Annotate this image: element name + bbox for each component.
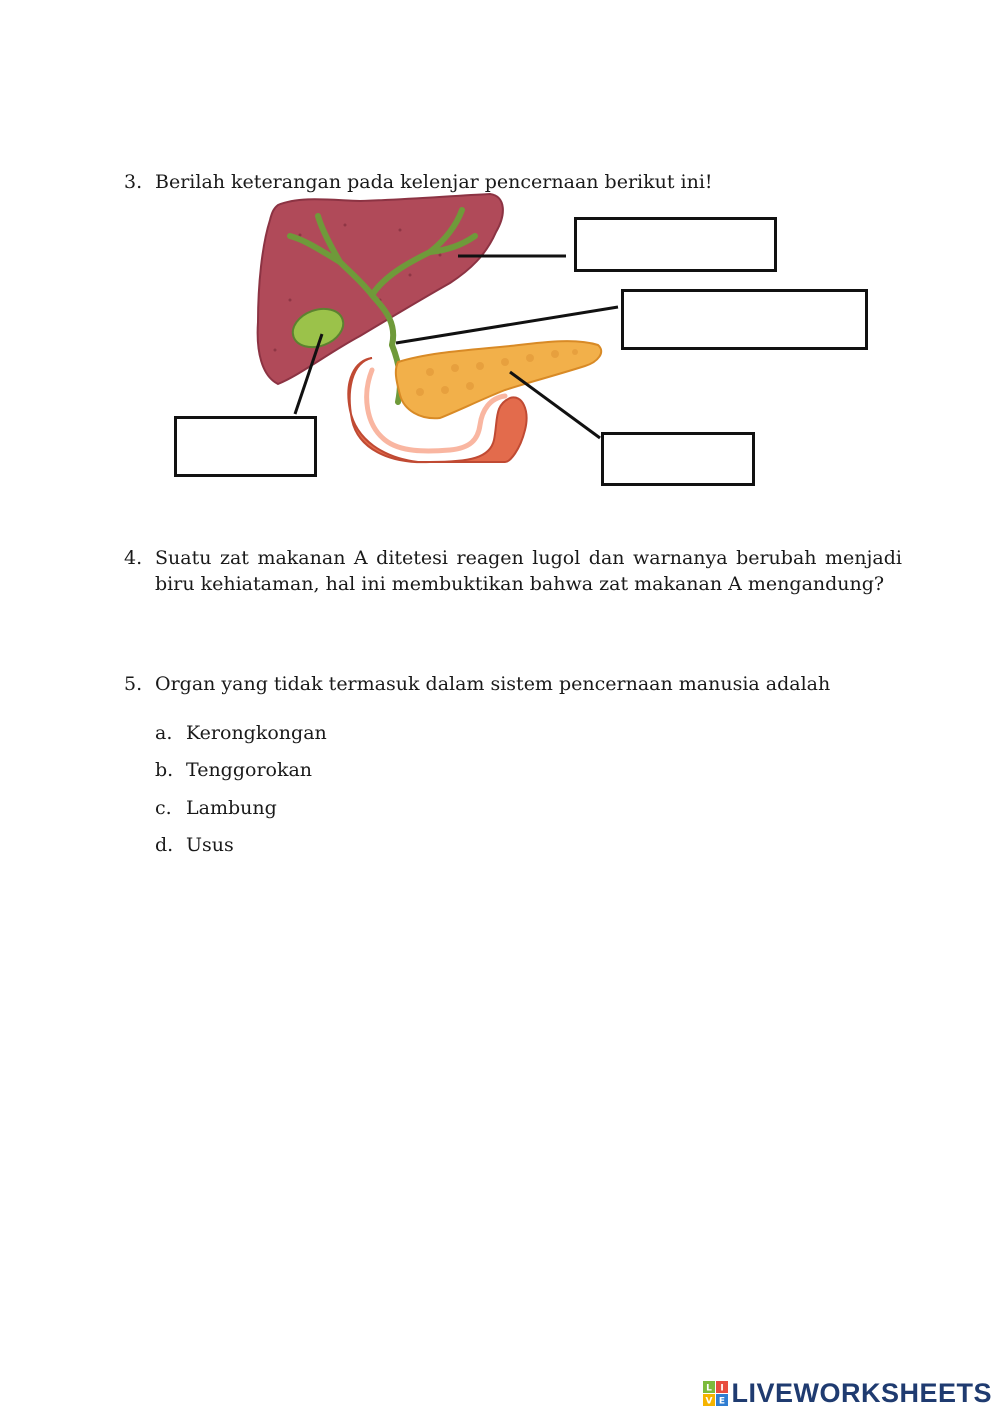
option-text: Usus: [186, 834, 234, 856]
question-3-number: 3.: [124, 171, 143, 193]
question-5-number: 5.: [124, 673, 143, 695]
liveworksheets-logo: [703, 1378, 992, 1409]
answer-box-bile-duct[interactable]: [621, 289, 868, 350]
option-letter: b.: [155, 759, 174, 781]
option-text: Kerongkongan: [186, 722, 327, 744]
option-letter: d.: [155, 834, 174, 856]
svg-text:I: I: [720, 1383, 725, 1393]
option-text: Tenggorokan: [186, 759, 313, 781]
option-text: Lambung: [186, 797, 277, 819]
answer-box-gallbladder[interactable]: [174, 416, 317, 477]
svg-text:E: E: [719, 1396, 726, 1406]
liveworksheets-logo-icon: [703, 1381, 729, 1407]
svg-text:L: L: [706, 1383, 713, 1393]
question-4-text: Suatu zat makanan A ditetesi reagen lugol dan warnanya berubah menjadi biru kehiataman, hal ini membuktikan bahwa zat makanan A mengandung?: [155, 547, 902, 595]
liveworksheets-logo-text: LIVEWORKSHEETS: [731, 1378, 992, 1408]
answer-box-pancreas[interactable]: [601, 432, 755, 486]
question-4-number: 4.: [124, 547, 143, 569]
option-letter: c.: [155, 797, 172, 819]
question-5-text: Organ yang tidak termasuk dalam sistem pencernaan manusia adalah: [155, 673, 831, 695]
pancreas-shape: [396, 341, 601, 418]
question-3-text: Berilah keterangan pada kelenjar pencernaan berikut ini!: [155, 171, 713, 193]
svg-text:V: V: [705, 1396, 713, 1406]
digestive-glands-diagram: [0, 0, 1000, 520]
question-4: [124, 545, 902, 597]
answer-box-liver[interactable]: [574, 217, 777, 272]
option-letter: a.: [155, 722, 173, 744]
